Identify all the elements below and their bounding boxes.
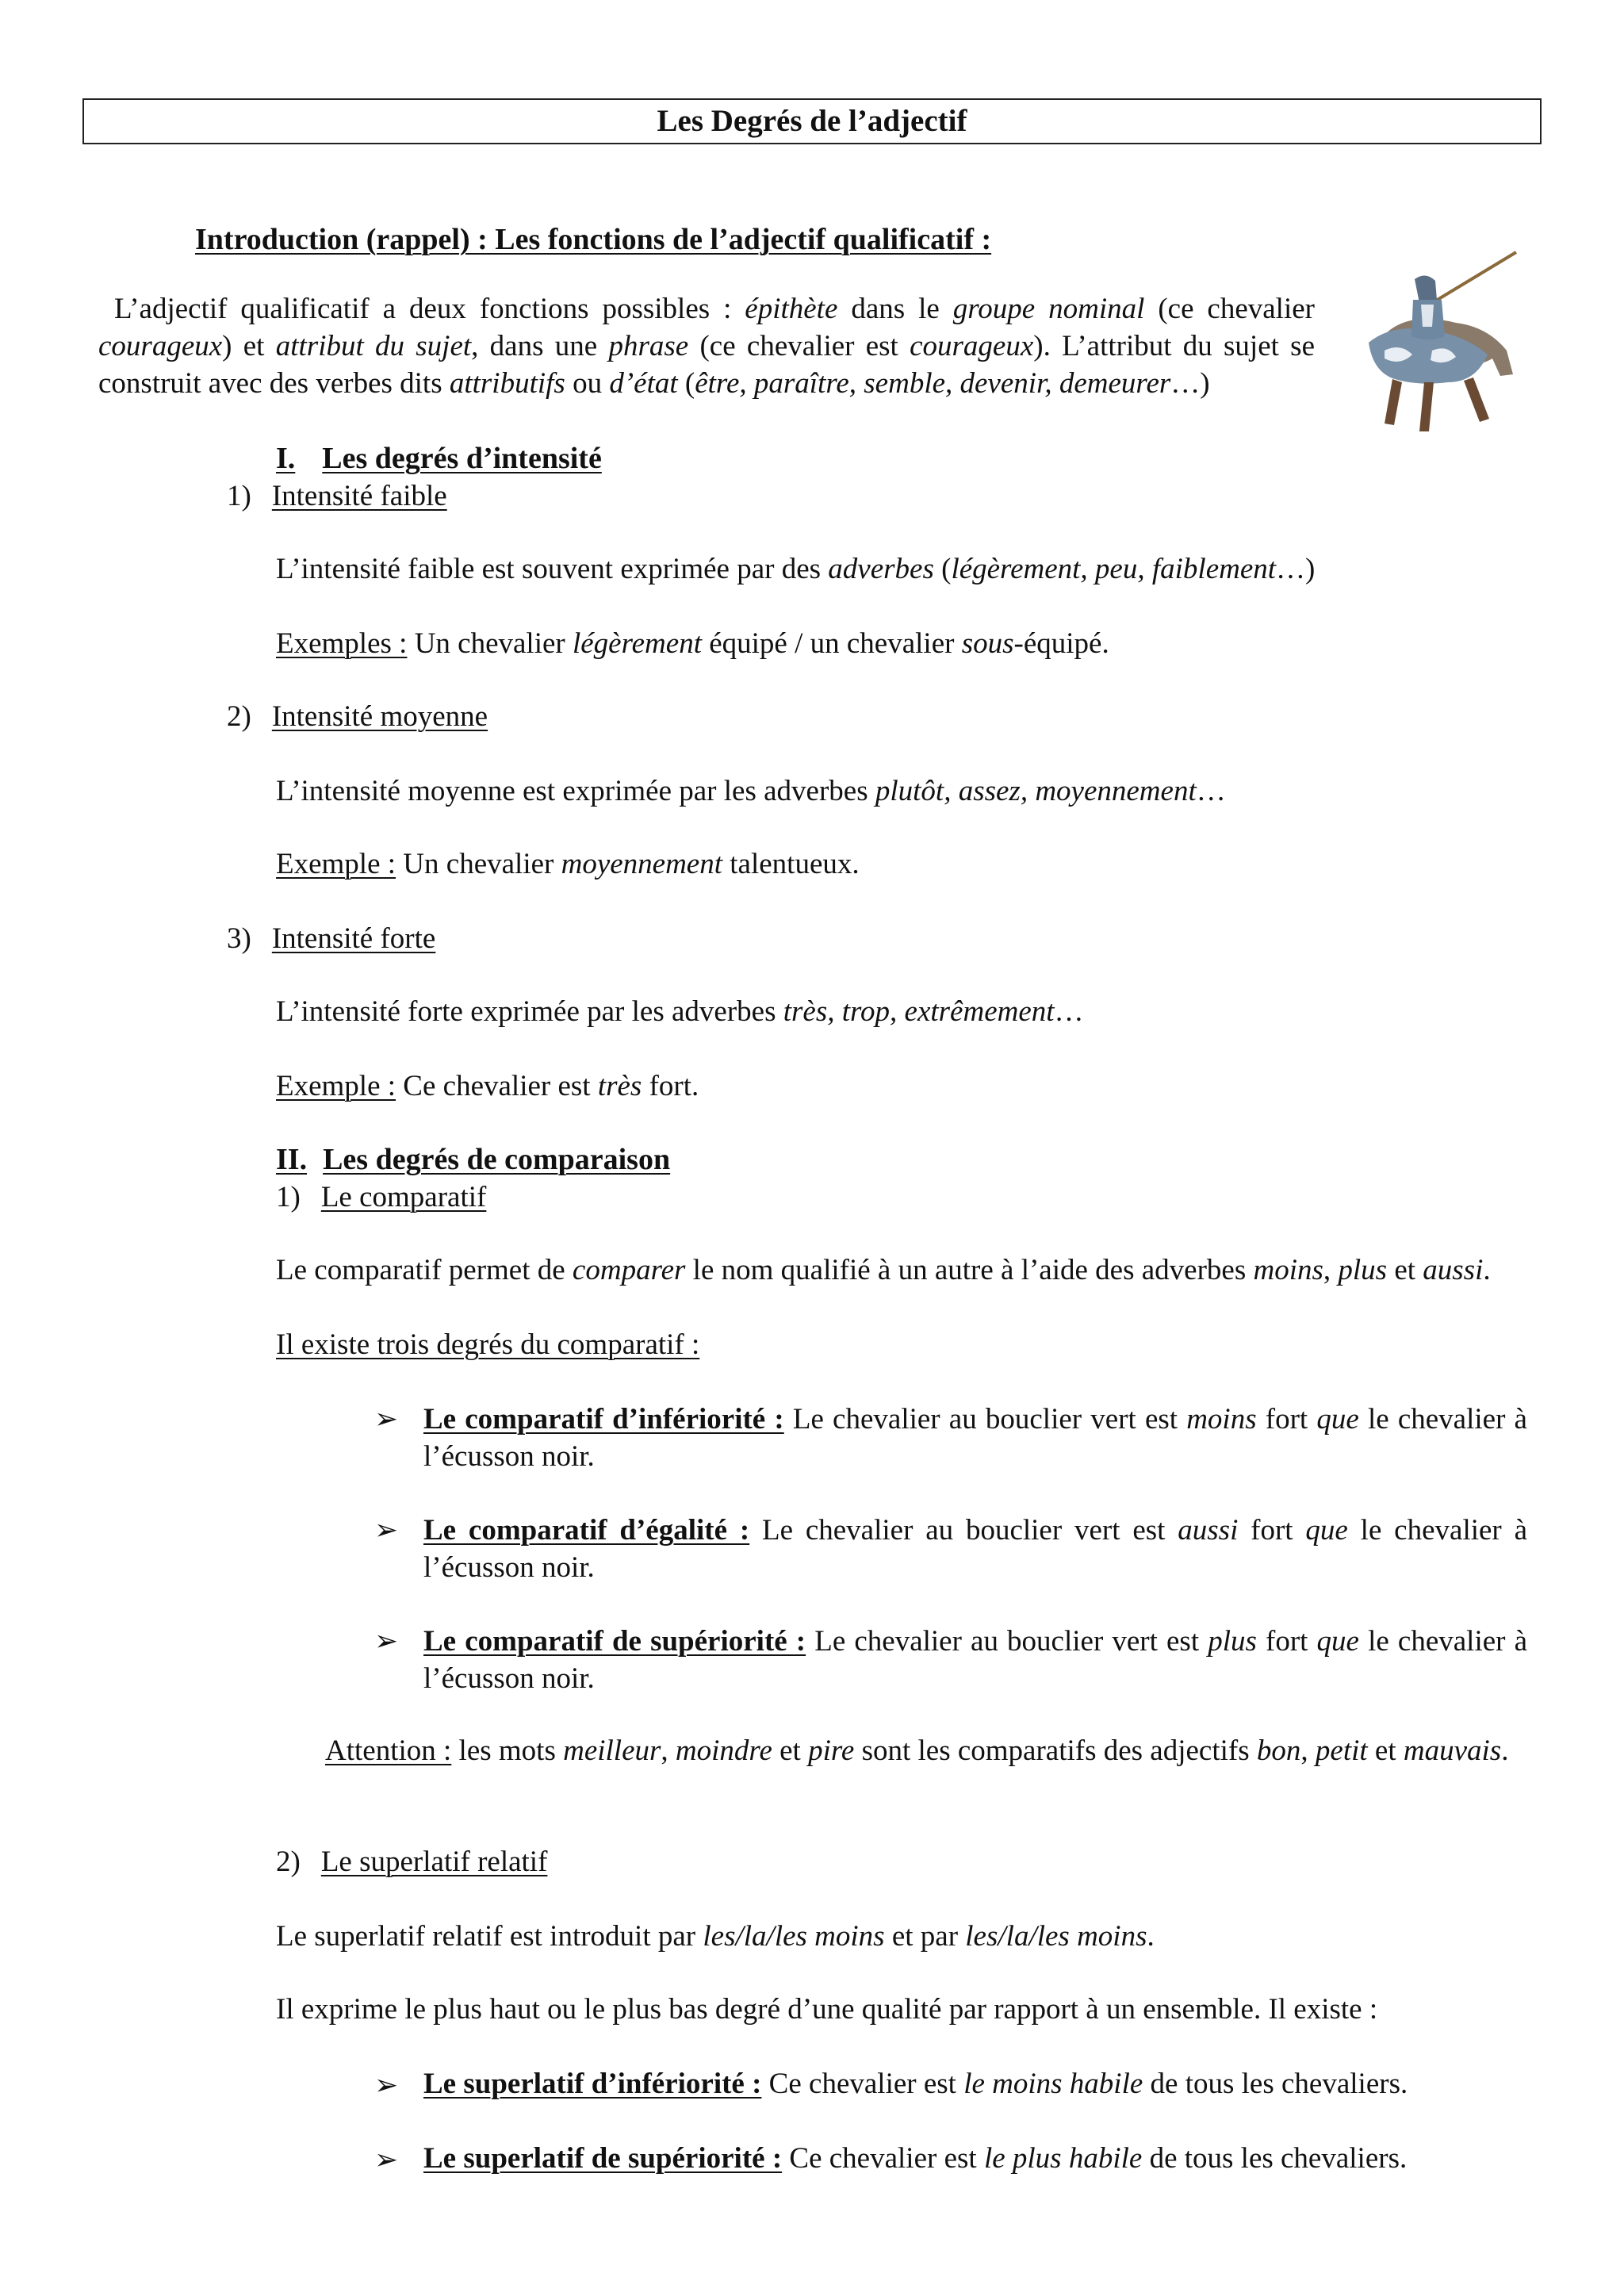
subsection-faible-heading: 1) Intensité faible bbox=[227, 480, 447, 512]
subsection-superlatif-heading: 2) Le superlatif relatif bbox=[276, 1846, 548, 1878]
subsection-forte-heading: 3) Intensité forte bbox=[227, 922, 436, 955]
intro-paragraph: L’adjectif qualificatif a deux fonctions possibles : épithète dans le groupe nominal (ce chevalier courageux) et attribut du sujet, dans une phrase (ce chevalier est courageux). L’attribut du sujet se construit avec des verbes dits attributifs ou d’état (être, paraître, semble, devenir, demeurer…) bbox=[98, 293, 1316, 400]
arrowhead-bullet-icon: ➢ bbox=[374, 1625, 399, 1657]
comparatif-superiorite: Le comparatif de supériorité : Le chevalier au bouclier vert est plus fort que le chevalier à l’écusson noir. bbox=[423, 1625, 1527, 1695]
intro-heading: Introduction (rappel) : Les fonctions de l’adjectif qualificatif : bbox=[195, 223, 992, 256]
comparatif-inferiorite: Le comparatif d’infériorité : Le chevalier au bouclier vert est moins fort que le chevalier à l’écusson noir. bbox=[423, 1403, 1527, 1473]
knight-on-horse-icon bbox=[1337, 247, 1527, 438]
forte-example: Exemple : Ce chevalier est très fort. bbox=[276, 1070, 699, 1102]
faible-example: Exemples : Un chevalier légèrement équipé / un chevalier sous-équipé. bbox=[276, 627, 1109, 660]
arrowhead-bullet-icon: ➢ bbox=[374, 1514, 399, 1546]
comparatif-egalite: Le comparatif d’égalité : Le chevalier au bouclier vert est aussi fort que le chevalier à l’écusson noir. bbox=[423, 1514, 1527, 1584]
subsection-comparatif-heading: 1) Le comparatif bbox=[276, 1181, 487, 1213]
page-title: Les Degrés de l’adjectif bbox=[82, 98, 1542, 144]
comparatif-degrees-intro: Il existe trois degrés du comparatif : bbox=[276, 1328, 700, 1361]
section-1-heading: I. Les degrés d’intensité bbox=[276, 442, 602, 475]
superlatif-inferiorite: Le superlatif d’infériorité : Ce chevalier est le moins habile de tous les chevaliers. bbox=[423, 2068, 1408, 2100]
comparatif-description: Le comparatif permet de comparer le nom qualifié à un autre à l’aide des adverbes moins, plus et aussi. bbox=[276, 1254, 1491, 1286]
attention-note: Attention : les mots meilleur, moindre et pire sont les comparatifs des adjectifs bon, petit et mauvais. bbox=[325, 1734, 1509, 1767]
faible-description: L’intensité faible est souvent exprimée par des adverbes (légèrement, peu, faiblement…) bbox=[276, 553, 1316, 585]
arrowhead-bullet-icon: ➢ bbox=[374, 1403, 399, 1435]
arrowhead-bullet-icon: ➢ bbox=[374, 2144, 399, 2175]
superlatif-explanation: Il exprime le plus haut ou le plus bas degré d’une qualité par rapport à un ensemble. Il existe : bbox=[276, 1993, 1378, 2026]
moyenne-description: L’intensité moyenne est exprimée par les adverbes plutôt, assez, moyennement… bbox=[276, 775, 1226, 807]
section-2-heading: II. Les degrés de comparaison bbox=[276, 1143, 671, 1176]
forte-description: L’intensité forte exprimée par les adverbes très, trop, extrêmement… bbox=[276, 995, 1084, 1028]
superlatif-superiorite: Le superlatif de supériorité : Ce chevalier est le plus habile de tous les chevaliers. bbox=[423, 2142, 1408, 2175]
arrowhead-bullet-icon: ➢ bbox=[374, 2069, 399, 2101]
subsection-moyenne-heading: 2) Intensité moyenne bbox=[227, 700, 488, 733]
moyenne-example: Exemple : Un chevalier moyennement talentueux. bbox=[276, 848, 860, 880]
superlatif-description: Le superlatif relatif est introduit par les/la/les moins et par les/la/les moins. bbox=[276, 1920, 1155, 1953]
